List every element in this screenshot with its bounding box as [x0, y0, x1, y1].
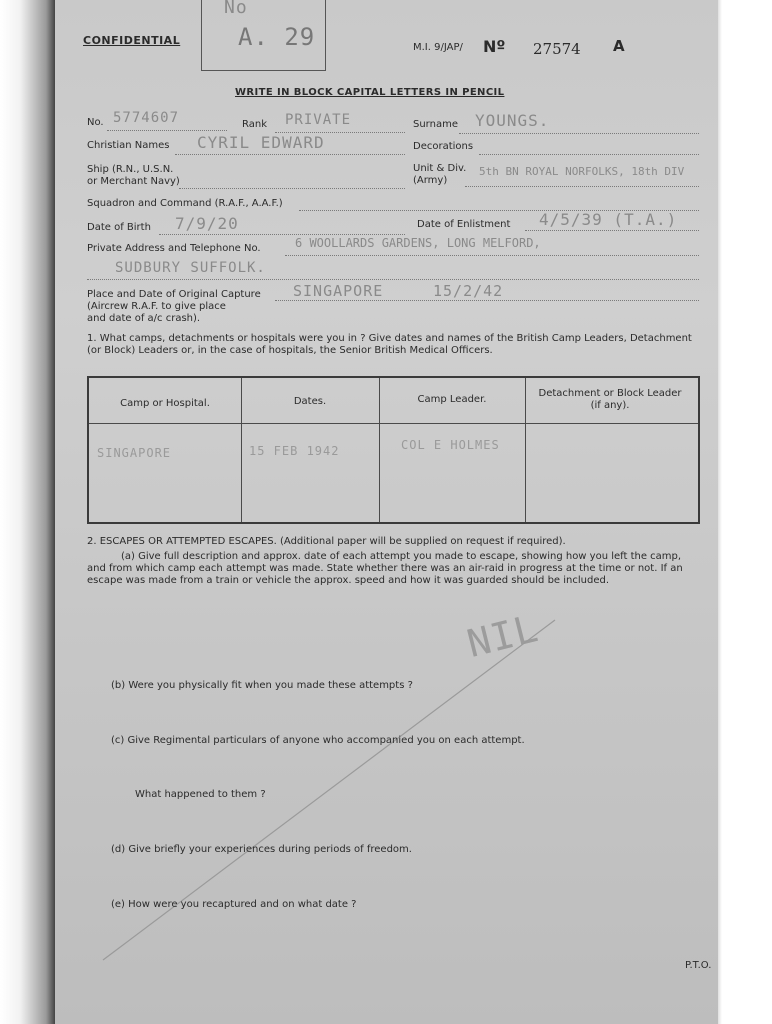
ship-label-2: or Merchant Navy) — [87, 176, 180, 187]
unit-label-2: (Army) — [413, 175, 448, 186]
strike-through-line — [55, 0, 718, 1024]
capture-date: 15/2/42 — [433, 282, 504, 300]
enlistment-label: Date of Enlistment — [417, 219, 511, 230]
scan-right-edge — [716, 0, 772, 1024]
unit-value: 5th BN ROYAL NORFOLKS, 18th DIV — [479, 165, 685, 178]
section2-question-e: (e) How were you recaptured and on what date ? — [111, 899, 357, 910]
box-no-label: No — [224, 0, 248, 18]
section2-title: 2. ESCAPES OR ATTEMPTED ESCAPES. (Additional paper will be supplied on request if required). — [87, 536, 566, 547]
scan-left-edge — [0, 0, 56, 1024]
section2-question-b: (b) Were you physically fit when you made these attempts ? — [111, 680, 413, 691]
col-header-dates: Dates. — [293, 396, 327, 407]
christian-names-value: CYRIL EDWARD — [197, 133, 325, 152]
enlistment-value: 4/5/39 (T.A.) — [539, 210, 678, 229]
nil-answer: NIL — [462, 605, 543, 667]
dob-value: 7/9/20 — [175, 214, 239, 233]
instruction-heading: WRITE IN BLOCK CAPITAL LETTERS IN PENCIL — [235, 87, 505, 98]
unit-label-1: Unit & Div. — [413, 163, 467, 174]
table-cell-camp-leader: COL E HOLMES — [401, 438, 500, 452]
squadron-label: Squadron and Command (R.A.F., A.A.F.) — [87, 198, 283, 209]
surname-label: Surname — [413, 119, 458, 130]
col-header-detachment: Detachment or Block Leader (if any). — [538, 388, 682, 411]
table-cell-camp: SINGAPORE — [97, 446, 172, 460]
section2-question-a: (a) Give full description and approx. date of each attempt you made to escape, showing how you left the camp, and from which camp each attempt was made. State whether there was an air-raid in progress at the time or not. If an escape was made from a train or vehicle the approx. speed and how it was guarded should be included. — [87, 551, 683, 586]
mi-reference: M.I. 9/JAP/ — [413, 42, 463, 53]
capture-label-2: (Aircrew R.A.F. to give place — [87, 301, 226, 312]
table-cell-dates: 15 FEB 1942 — [249, 444, 340, 458]
rank-value: PRIVATE — [285, 112, 352, 128]
capture-label-3: and date of a/c crash). — [87, 313, 201, 324]
col-header-camp-leader: Camp Leader. — [417, 394, 487, 405]
section2-question-d: (d) Give briefly your experiences during periods of freedom. — [111, 844, 412, 855]
confidential-label: CONFIDENTIAL — [83, 34, 181, 47]
section2-question-c2: What happened to them ? — [135, 789, 266, 800]
no-label: No. — [87, 117, 104, 128]
rank-label: Rank — [242, 119, 267, 130]
decorations-label: Decorations — [413, 141, 474, 152]
serial-number: 27574 — [533, 40, 581, 58]
no-value: 5774607 — [113, 110, 180, 126]
section1-question: 1. What camps, detachments or hospitals were you in ? Give dates and names of the British Camp Leaders, Detachment (or Block) Leaders or, in the case of hospitals, the Senior British Medical Officers. — [87, 333, 692, 356]
surname-value: YOUNGS. — [475, 111, 550, 130]
col-header-camp: Camp or Hospital. — [120, 398, 210, 409]
address-label: Private Address and Telephone No. — [87, 243, 261, 254]
document-page — [55, 0, 718, 1024]
section2-question-c: (c) Give Regimental particulars of anyone who accompanied you on each attempt. — [111, 735, 525, 746]
pto-label: P.T.O. — [685, 960, 712, 971]
number-mark: Nº — [483, 37, 506, 56]
box-number: A. 29 — [238, 23, 316, 51]
christian-names-label: Christian Names — [87, 140, 170, 151]
ship-label-1: Ship (R.N., U.S.N. — [87, 164, 174, 175]
serial-suffix: A — [613, 37, 625, 55]
address-value-1: 6 WOOLLARDS GARDENS, LONG MELFORD, — [295, 236, 541, 250]
address-value-2: SUDBURY SUFFOLK. — [115, 260, 266, 276]
dob-label: Date of Birth — [87, 222, 151, 233]
capture-label-1: Place and Date of Original Capture — [87, 289, 261, 300]
capture-place: SINGAPORE — [293, 282, 384, 300]
